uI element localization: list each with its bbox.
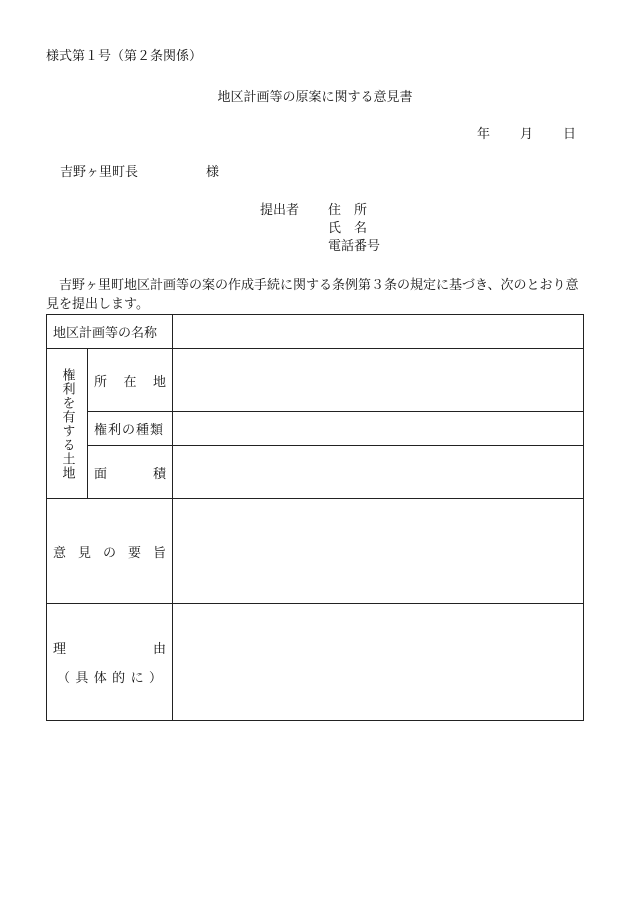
reason-sub-char: に [130,671,144,686]
reason-char: 由 [153,642,167,657]
table-row [47,604,584,721]
area-field[interactable] [173,446,584,499]
addressee [60,166,219,179]
location-char: 地 [153,374,167,390]
land-group-label: 権利を有する土地 [59,367,75,480]
intro-paragraph: 吉野ヶ里町地区計画等の案の作成手続に関する条例第３条の規定に基づき、次のとおり意見を提出します。 [46,278,579,312]
right-type-label: 権利の種類 [88,412,173,446]
date-month: 月 [520,127,534,142]
submitter-phone-label: 電話番号 [328,239,381,254]
opinion-char: 見 [78,545,92,561]
submitter-label: 提出者 [260,203,300,218]
reason-sub-char: （ [57,671,71,686]
submitter-address-label: 住 所 [328,203,368,218]
location-field[interactable] [173,349,584,412]
plan-name-field[interactable] [173,315,584,349]
opinion-table [46,314,584,721]
table-row [47,499,584,604]
submitter-name-label: 氏 名 [328,221,368,236]
opinion-char: 意 [53,545,67,561]
addressee-name: 吉野ヶ里町長 [60,165,139,180]
date-year: 年 [477,127,491,142]
area-label-cell [88,446,173,499]
plan-name-label: 地区計画等の名称 [47,315,173,349]
area-char: 積 [153,466,167,482]
table-row [47,349,584,412]
reason-sub-char: 体 [93,671,107,686]
form-number-label: 様式第１号（第２条関係） [46,49,203,64]
location-char: 所 [94,374,108,390]
addressee-honorific: 様 [206,165,220,180]
reason-char: 理 [53,642,67,657]
right-type-field[interactable] [173,412,584,446]
opinion-char: 要 [128,545,142,561]
date-line [477,128,576,141]
opinion-char: 旨 [153,545,167,561]
reason-field[interactable] [173,604,584,721]
land-group-cell [47,349,88,499]
table-row [47,315,584,349]
date-day: 日 [563,127,577,142]
reason-sub-char: 的 [112,671,126,686]
reason-sub-char: ） [148,671,162,686]
table-row [47,446,584,499]
document-title: 地区計画等の原案に関する意見書 [217,90,413,105]
location-char: 在 [123,374,137,390]
location-label-cell [88,349,173,412]
opinion-char: の [103,545,117,561]
opinion-label-cell [47,499,173,604]
reason-sub-char: 具 [75,671,89,686]
area-char: 面 [94,466,108,482]
table-row [47,412,584,446]
reason-label-cell [47,604,173,721]
opinion-field[interactable] [173,499,584,604]
